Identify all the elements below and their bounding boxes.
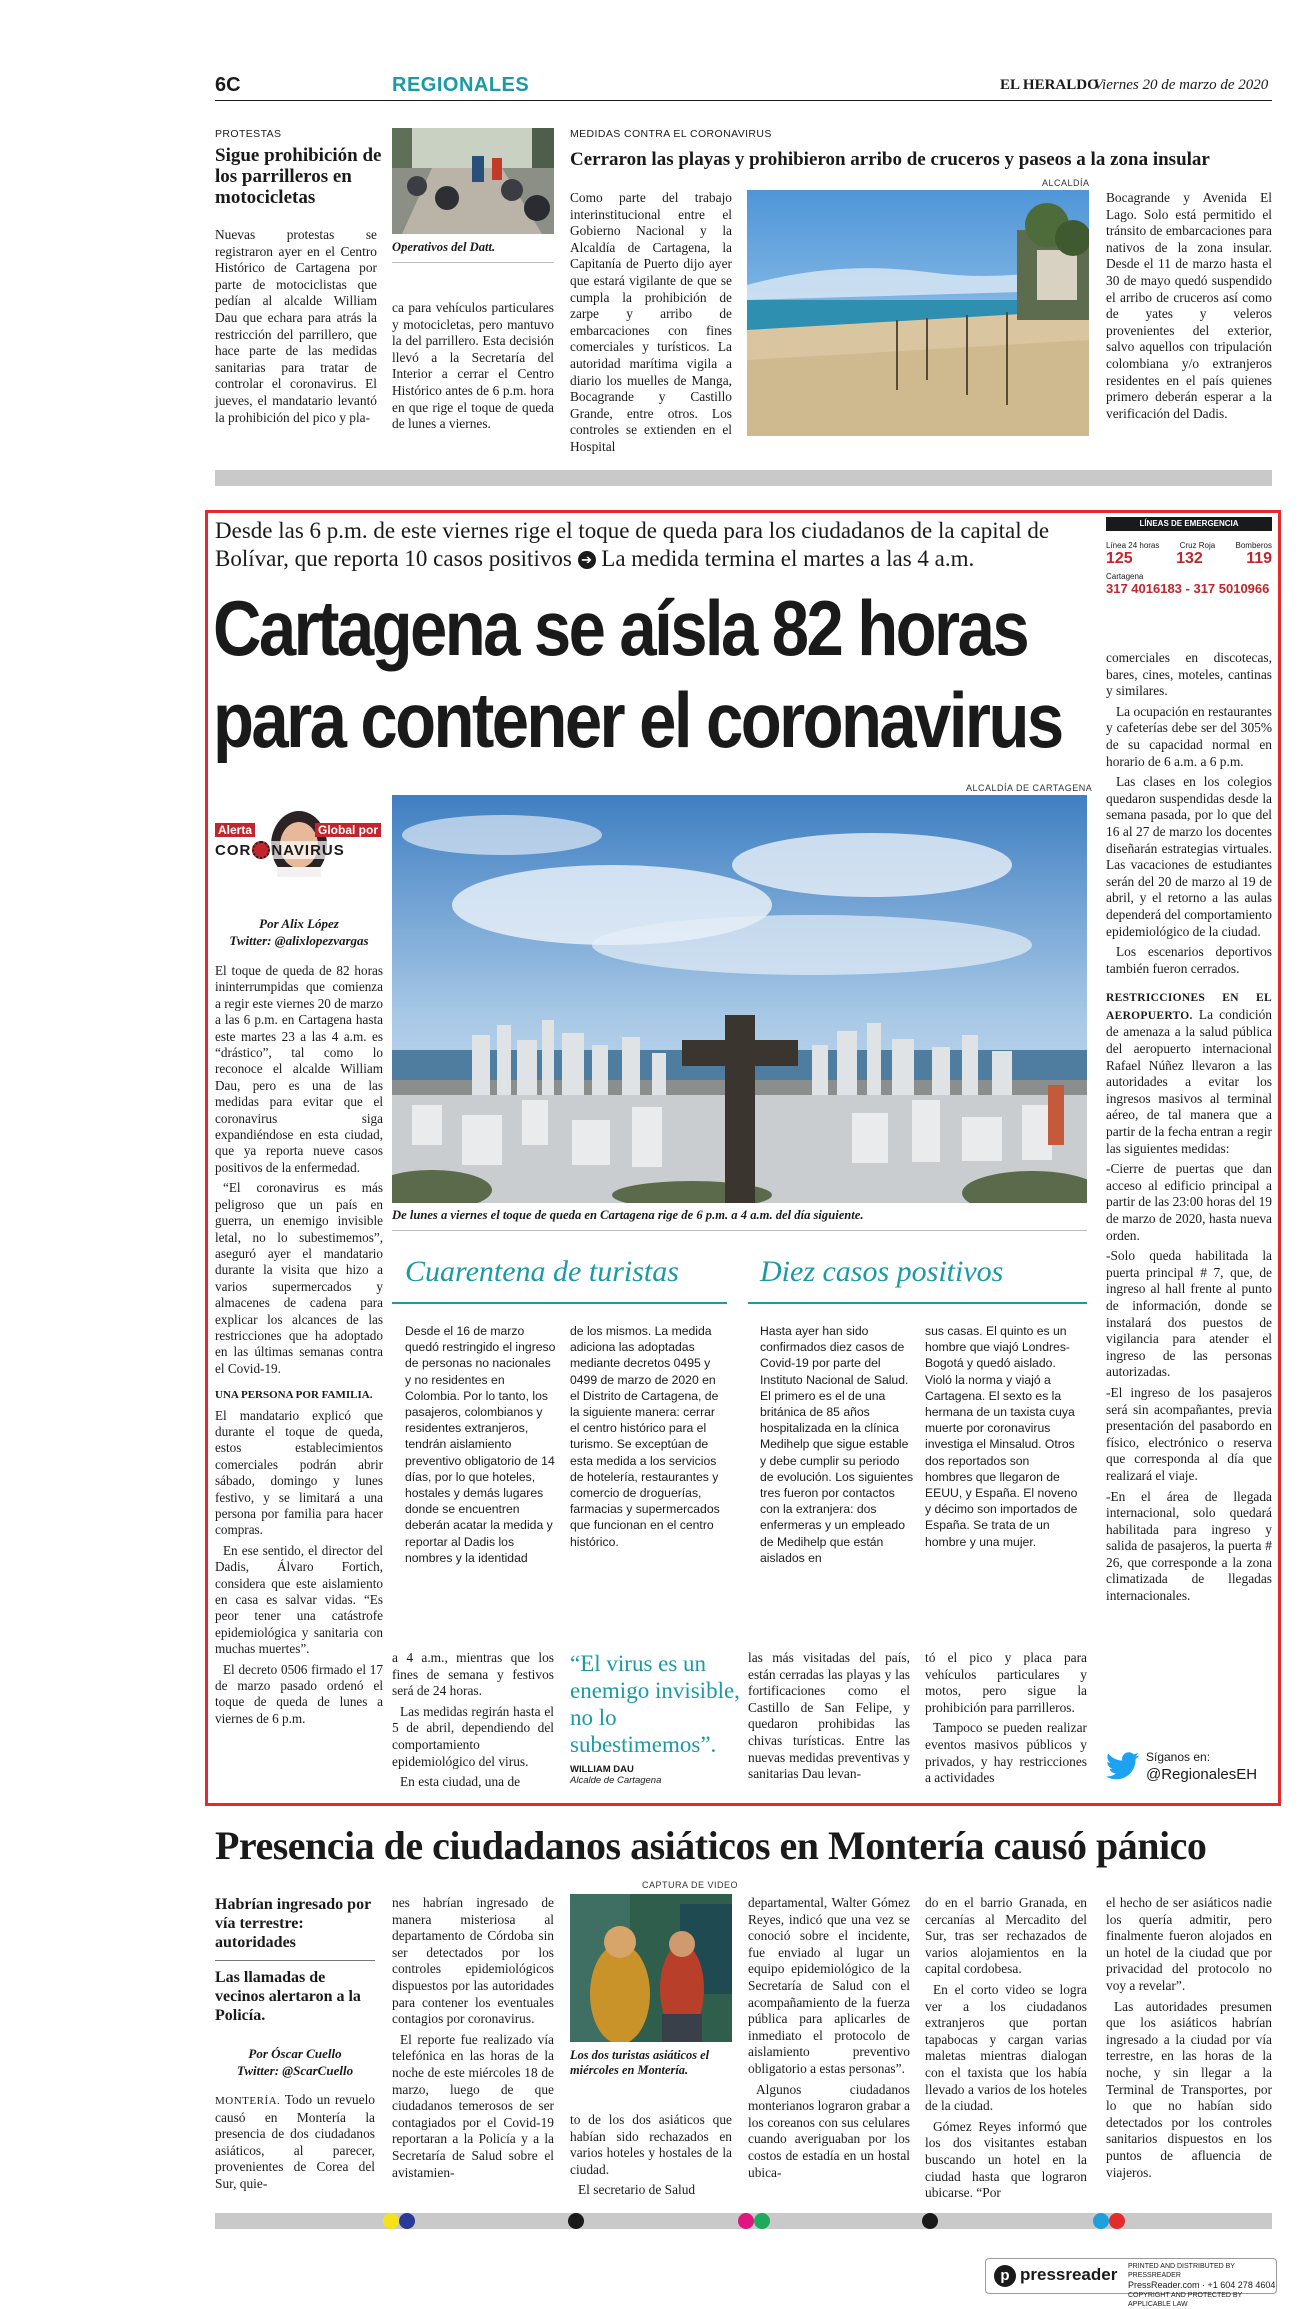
registration-dot-green (754, 2213, 770, 2229)
bottom-col5: do en el barrio Granada, en cercanías al Mercadito del Sur, tras ser rechazados de varios alojamientos en la capital cordobesa. En el corto video se logra ver a los ciudadanos extranjeros que portan tapabocas y cargan varias maletas mientras dialogan con el taxista que los había llevado a varios de los hoteles de la ciudad. Gómez Reyes informó que los dos visitantes estaban buscando un hotel en la ciudad hasta que lograron ubicarse. “Por (925, 1895, 1087, 2201)
deck-text: Desde las 6 p.m. de este viernes rige el toque de queda para los ciudadanos de la capital de Bolívar, que reporta 10 casos positivos (215, 518, 1050, 571)
emergency-number-1: 125 (1106, 550, 1133, 567)
photo-caption: Operativos del Datt. (392, 240, 496, 254)
bottom-col3: to de los dos asiáticos que habían sido rechazados en varios hoteles y hostales de la ciudad. El secretario de Salud (570, 2112, 732, 2198)
emergency-title: LÍNEAS DE EMERGENCIA (1106, 517, 1272, 531)
headline-line-1: Cartagena se aísla 82 horas (213, 584, 1028, 672)
registration-dot-magenta (738, 2213, 754, 2229)
beach-photo (747, 190, 1089, 436)
pull-quote (570, 1650, 740, 1786)
pressreader-line-1: PRINTED AND DISTRIBUTED BY PRESSREADER (1128, 2263, 1235, 2279)
byline-twitter: Twitter: @alixlopezvargas (229, 933, 369, 948)
emergency-city-label: Cartagena (1106, 572, 1144, 581)
asian-tourists-photo (570, 1894, 732, 2042)
follow-handle: @RegionalesEH (1146, 1766, 1258, 1783)
section-divider-bar (215, 470, 1272, 486)
byline-twitter: Twitter: @ScarCuello (236, 2063, 354, 2078)
cartagena-cross-photo (392, 795, 1087, 1203)
story-deck (215, 517, 1115, 573)
pressreader-badge[interactable] (985, 2258, 1277, 2308)
pressreader-brand: pressreader (1020, 2265, 1118, 2284)
story-headline: Sigue prohibición de los parrilleros en motocicletas (215, 145, 382, 208)
twitter-bird-icon (1106, 1752, 1140, 1785)
bottom-col2: nes habrían ingresado de manera misteriosa al departamento de Córdoba sin ser detectados por los controles epidemiológicos dispuestos por las autoridades para contener los eventuales contagios por coronavirus. El reporte fue realizado vía telefónica en las horas de la noche de este miércoles 18 de marzo, luego de que ciudadanos temerosos de ser contagiados por el Covid-19 reportaran a la Policía y a la Secretaría de Salud sobre el avistamien- (392, 1895, 554, 2180)
photo-credit: CAPTURA DE VIDEO (642, 1880, 739, 1890)
bottom-col1: MONTERÍA. Todo un revuelo causó en Montería la presencia de dos ciudadanos asiáticos, al parecer, provenientes de Corea del Sur, quie- (215, 2092, 376, 2191)
box-cases-col2: sus casas. El quinto es un hombre que viajó Londres-Bogotá y quedó aislado. Violó la norma y viajó a Cartagena. El sexto es la hermana de un taxista cuya muerte por coronavirus investiga el Minsalud. Otros dos reportados son hombres que llegaron de EEUU, y España. El noveno y décimo son importados de España. Se trata de un hombre y una mujer. (925, 1324, 1078, 1549)
page-number: 6C (215, 74, 241, 96)
box-rule (748, 1302, 1087, 1304)
registration-dot-blue (399, 2213, 415, 2229)
bottom-subhead-1: Habrían ingresado por vía terrestre: autoridades (215, 1896, 371, 1951)
dateline: MONTERÍA. (215, 2095, 281, 2107)
badge-alert: Alerta (215, 823, 255, 837)
paper-name: EL HERALDO (1000, 77, 1099, 93)
quote-role: Alcalde de Cartagena (570, 1775, 662, 1786)
pressreader-line-3: COPYRIGHT AND PROTECTED BY APPLICABLE LAW (1128, 2292, 1243, 2308)
registration-dot-yellow (383, 2213, 399, 2229)
motorcycles-photo (392, 128, 554, 234)
badge-cor: COR (215, 841, 252, 859)
deck-text-end: La medida termina el martes a las 4 a.m. (601, 546, 975, 571)
bottom-col4: departamental, Walter Gómez Reyes, indicó que una vez se conoció sobre el incidente, fue enviado al lugar un equipo epidemiológico de la Secretaría de Salud con el acompañamiento de la fuerza pública para aplicarles de inmediato el protocolo de aislamiento preventivo obligatorio a estas personas”. Algunos ciudadanos monterianos lograron grabar a los coreanos con sus celulares cuando averiguaban por los costos de estadía en un hostal ubica- (748, 1895, 910, 2180)
box-title-tourists: Cuarentena de turistas (405, 1255, 679, 1288)
header-rule (215, 100, 1272, 101)
story-headline: Cerraron las playas y prohibieron arribo de cruceros y paseos a la zona insular (570, 149, 1210, 170)
byline-author: Por Alix López (259, 916, 339, 931)
main-col2-bottom: a 4 a.m., mientras que los fines de semana y festivos será de 24 horas. Las medidas regirán hasta el 5 de abril, dependiendo del comportamiento epidemiológico del virus. En esta ciudad, una de (392, 1650, 554, 1790)
emergency-city-numbers: 317 4016183 - 317 5010966 (1106, 581, 1270, 596)
arrow-circle-icon: ➔ (578, 551, 596, 569)
photo-credit: ALCALDÍA DE CARTAGENA (966, 783, 1093, 793)
subhead-family: UNA PERSONA POR FAMILIA. (215, 1389, 373, 1402)
pressreader-logo-icon: p (994, 2265, 1016, 2287)
bottom-headline: Presencia de ciudadanos asiáticos en Montería causó pánico (215, 1823, 1207, 1868)
story-body: Como parte del trabajo interinstitucional entre el Gobierno Nacional y la Alcaldía de Cartagena, la Capitanía de Puerto dijo ayer que estará vigilante de que se cumpla la prohibición de zarpe y arribo de embarcaciones con fines comerciales y turísticos. La autoridad marítima vigila a diario los muelles de Manga, Bocagrande y Castillo Grande, entre otros. Los controles se extienden en el Hospital (570, 190, 732, 454)
emergency-label-3: Bomberos (1235, 541, 1272, 550)
right-column-text: comerciales en discotecas, bares, cines, moteles, cantinas y similares. La ocupación en restaurantes y cafeterías debe ser del 305% de su capacidad normal en horario de 6 a.m. a 6 p.m. Las clases en los colegios quedaron suspendidas desde la semana pasada, por lo que del 16 al 27 de marzo los docentes diseñarán estrategias virtuales. Las vacaciones de estudiantes serán del 20 de marzo al 19 de abril, y el retorno a las aulas dependerá del comportamiento epidemiológico de la ciudad. Los escenarios deportivos también fueron cerrados. RESTRICCIONES EN EL AEROPUERTO. La condición de amenaza a la salud pública del aeropuerto internacional Rafael Núñez llevaron a las autoridades a evitar los ingresos masivos al terminal aéreo, de tal manera que a partir de la fecha entran a regir las siguientes medidas: -Cierre de puertas que dan acceso al edificio principal a partir de las 23:00 horas del 19 de marzo de 2020, hasta nueva orden. -Solo queda habilitada la puerta principal # 7, que, de ingreso al hall frente al punto de información, donde se instalará dos puestos de vigilancia para atender el ingreso de las personas autorizadas. -El ingreso de los pasajeros será sin acompañantes, previa presentación del pasabordo en físico, electrónico o reserva que corresponda al día que realizará el viaje. -En el área de llegada internacional, solo quedará habilitada para ingreso y salida de pasajeros, la puerta # 26, que corresponde a la zona climatizada de llegadas internacionales. (1106, 650, 1272, 1604)
story-continuation: ca para vehículos particulares y motocicletas, pero mantuvo la del parrillero. Esta decisión llevó a la Secretaría del Interior a cerrar el Centro Histórico antes de 6 p.m. hora en que rige el toque de queda de lunes a viernes. (392, 300, 554, 432)
emergency-number-3: 119 (1246, 550, 1272, 567)
registration-dot-cyan (1093, 2213, 1109, 2229)
box-title-cases: Diez casos positivos (760, 1255, 1004, 1288)
emergency-box (1106, 517, 1272, 615)
badge-global: Global por (315, 823, 381, 837)
box-rule (392, 1302, 727, 1304)
byline (215, 2045, 375, 2079)
registration-dot-black (922, 2213, 938, 2229)
story-kicker: PROTESTAS (215, 128, 282, 140)
story-kicker: MEDIDAS CONTRA EL CORONAVIRUS (570, 128, 772, 140)
story-body: Nuevas protestas se registraron ayer en el Centro Histórico de Cartagena por parte de motociclistas que pedían al alcalde William Dau que echara para atrás la restricción del parrillero, que hace parte de las medidas sanitarias para tratar de controlar el coronavirus. El jueves, el mandatario levantó la prohibición del pico y pla- (215, 227, 377, 425)
social-follow[interactable] (1106, 1748, 1272, 1788)
issue-date: Viernes 20 de marzo de 2020 (1094, 77, 1269, 93)
section-title: REGIONALES (392, 74, 530, 96)
subhead-rule (215, 1960, 375, 1961)
photo-credit: ALCALDÍA (1042, 178, 1090, 188)
quote-name: WILLIAM DAU (570, 1764, 634, 1775)
byline (215, 915, 383, 949)
emergency-label-1: Línea 24 horas (1106, 541, 1160, 550)
registration-dot-red (1109, 2213, 1125, 2229)
emergency-label-2: Cruz Roja (1179, 541, 1216, 550)
box-cases-col1: Hasta ayer han sido confirmados diez casos de Covid-19 por parte del Instituto Nacional de Salud. El primero es el de una británica de 85 años hospitalizada en la clínica Medihelp que sigue estable y debe cumplir su periodo de evolución. Los siguientes tres fueron por contactos con la extranjera: dos enfermeras y un empleado de Medihelp que están aislados en (760, 1324, 914, 1565)
box-tourists-col2: de los mismos. La medida adiciona las adoptadas mediante decretos 0495 y 0499 de marzo de 2020 en el Distrito de Cartagena, de la siguiente manera: cerrar el centro histórico para el turismo. Se exceptúan de esta medida a los servicios de hotelería, restaurantes y comercio de droguerías, farmacias y supermercados que funcionan en el centro histórico. (570, 1324, 720, 1549)
box-tourists-col1: Desde el 16 de marzo quedó restringido el ingreso de personas no nacionales y no residentes en Colombia. Por lo tanto, los pasajeros, colombianos y residentes extranjeros, tendrán aislamiento preventivo obligatorio de 14 días, por lo que hoteles, hostales y demás lugares donde se encuentren deberán acatar la medida y reportar al Dadis los nombres y la identidad (405, 1324, 556, 1565)
photo-caption: Los dos turistas asiáticos el miércoles en Montería. (570, 2048, 710, 2077)
pressreader-line-2: PressReader.com · +1 604 278 4604 (1128, 2280, 1276, 2290)
coronavirus-alert-badge (215, 805, 383, 877)
main-col5-bottom: tó el pico y placa para vehículos particulares y motos, pero sigue la prohibición para parrilleros. Tampoco se pueden realizar eventos masivos públicos y privados, y hay restricciones a actividades (925, 1650, 1087, 1786)
badge-navirus: NAVIRUS (271, 841, 345, 859)
headline-line-2: para contener el coronavirus (213, 676, 1062, 764)
main-headline (213, 582, 1062, 766)
byline-author: Por Óscar Cuello (248, 2046, 342, 2061)
caption-rule (392, 262, 554, 263)
registration-dot-black (568, 2213, 584, 2229)
photo-caption: De lunes a viernes el toque de queda en Cartagena rige de 6 p.m. a 4 a.m. del día siguiente. (392, 1208, 864, 1222)
caption-rule (392, 1230, 1087, 1231)
follow-label: Síganos en: (1146, 1750, 1211, 1764)
virus-icon (252, 841, 270, 859)
quote-text: “El virus es un enemigo invisible, no lo subestimemos”. (570, 1651, 740, 1757)
subhead-airport: RESTRICCIONES EN EL AEROPUERTO. (1106, 992, 1272, 1022)
bottom-subhead-2: Las llamadas de vecinos alertaron a la Policía. (215, 1969, 361, 2024)
bottom-col6: el hecho de ser asiáticos nadie los quería admitir, pero finalmente fueron alojados en un hotel de la ciudad que por privacidad del protocolo no voy a revelar”. Las autoridades presumen que los asiáticos habrían ingresado a la ciudad por vía terrestre, en las horas de la noche, y sin llegar a la Terminal de Transportes, por lo que no habían sido detectados por los controles sanitarios dispuestos en los puntos de afluencia de viajeros. (1106, 1895, 1272, 2180)
story-body-continued: Bocagrande y Avenida El Lago. Solo está permitido el tránsito de embarcaciones para nativos de la zona insular. Desde el 11 de marzo hasta el 30 de mayo quedó suspendido el arribo de cruceros así como de yates y veleros provenientes del exterior, salvo aquellos con tripulación colombiana y/o extranjeros residentes en el país quienes primero deberán esperar a la verificación del Dadis. (1106, 190, 1272, 421)
emergency-number-2: 132 (1176, 550, 1203, 567)
main-col4-bottom: las más visitadas del país, están cerradas las playas y las fortificaciones como el Castillo de San Felipe, y quedaron prohibidas las chivas turísticas. Entre las nuevas medidas preventivas y sanitarias Dau levan- (748, 1650, 910, 1782)
main-left-column: El toque de queda de 82 horas ininterrumpidas que comienza a regir este viernes 20 de marzo a las 6 p.m. en Cartagena hasta este martes 23 a las 4 a.m. es “drástico”, tal como lo reconoce el alcalde William Dau, pero es una de las medidas para evitar que el coronavirus siga expandiéndose en esta ciudad, que ya reporta nueve casos positivos de la enfermedad. “El coronavirus es más peligroso que un país en guerra, un enemigo invisible letal, no lo subestimemos”, aseguró ayer el mandatario durante la visita que hizo a varios supermercados y almacenes de cadena para explicar los alcances de las restricciones que ha adoptado en las últimas semanas contra el Covid-19. UNA PERSONA POR FAMILIA. El mandatario explicó que durante el toque de queda, estos establecimientos comerciales podrán abrir sábado, domingo y lunes festivo, y se limitará a una persona por familia para hacer compras. En ese sentido, el director del Dadis, Álvaro Fortich, considera que este aislamiento en casa es salvar vidas. “Es peor tener una catástrofe epidemiológica y sanitaria con muchas muertes”. El decreto 0506 firmado el 17 de marzo pasado ordenó el toque de queda de lunes a viernes de 6 p.m. (215, 963, 383, 1726)
